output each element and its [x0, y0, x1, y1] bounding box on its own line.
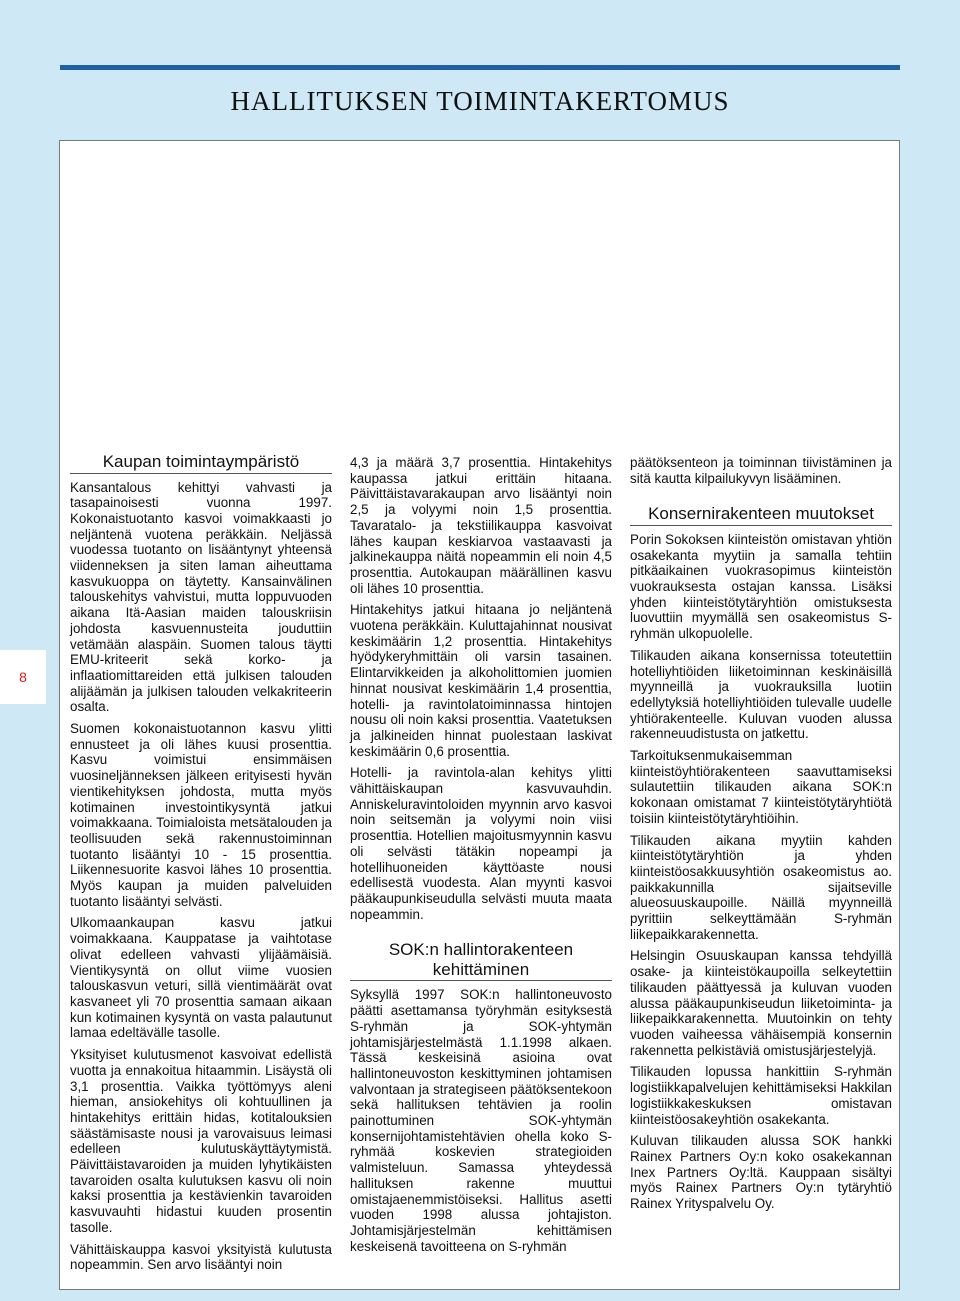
paragraph: Tilikauden lopussa hankittiin S-ryhmän logistiikkapalvelujen kehittämiseksi Hakkilan logistiikkakeskuksen omistavan kiinteistöosakeyhtiön osakekanta. — [630, 1064, 892, 1127]
column-2 — [350, 455, 612, 1260]
paragraph: Hintakehitys jatkui hitaana jo neljäntenä vuotena peräkkäin. Kuluttajahinnat nousivat keskimäärin 1,2 prosenttia. Hintakehitys hyödykeryhmittäin oli varsin tasainen. Elintarvikkeiden ja alkoholittomien juomien hinnat nousivat keskimäärin 1,4 prosenttia, hotelli- ja ravintolatoiminnassa hintojen nousu oli noin kaksi prosenttia. Vaatetuksen ja jalkineiden hinnat puolestaan laskivat keskimäärin 0,6 prosenttia. — [350, 602, 612, 759]
section-heading-konsernirakenne: Konsernirakenteen muutokset — [630, 504, 892, 526]
page-title: HALLITUKSEN TOIMINTAKERTOMUS — [230, 86, 730, 116]
paragraph: Tilikauden aikana konsernissa toteutettiin hotelliyhtiöiden liiketoiminnan keskinäisillä myynneillä ja vuokrauksilla luotiin edellytyksiä hotelliyhtiöiden tulevalle uudelle yhtiörakenteelle. Kuluvan vuoden alussa rakenneuudistusta on jatkettu. — [630, 647, 892, 742]
paragraph: Yksityiset kulutusmenot kasvoivat edellistä vuotta ja ennakoitua hitaammin. Lisäystä oli 3,1 prosenttia. Vaikka työttömyys aleni hieman, ansiokehitys oli kohtuullinen ja hintakehitys erittäin hidas, kotitalouksien säästämisaste nousi ja varovaisuus leimasi edelleen kulutuskäyttäytymistä. Päivittäistavaroiden ja muiden lyhytikäisten tavaroiden osalta kulutuksen kasvu oli noin kaksi prosenttia ja kestävienkin tavaroiden kasvuvauhti hidastui kuuden prosentin tasolle. — [70, 1047, 332, 1235]
paragraph: päätöksenteon ja toiminnan tiivistäminen ja sitä kautta kilpailukyvyn lisääminen. — [630, 455, 892, 486]
paragraph: Vähittäiskauppa kasvoi yksityistä kulutusta nopeammin. Sen arvo lisääntyi noin — [70, 1241, 332, 1273]
paragraph: Tarkoituksenmukaisemman kiinteistöyhtiörakenteen saavuttamiseksi sulautettiin tilikauden aikana SOK:n kokonaan omistamat 7 kiinteistötytäryhtiötä toisiin kiinteistötytäryhtiöihin. — [630, 748, 892, 826]
paragraph: Suomen kokonaistuotannon kasvu ylitti ennusteet ja oli lähes kuusi prosenttia. Kasvu voimistui ensimmäisen vuosineljänneksen jälkeen erityisesti hyvän vientikehityksen johdosta, mutta myös kotimainen investointikysyntä jatkui voimakkaana. Toimialoista metsätalouden ja teollisuuden sekä rakennustoiminnan tuotanto lisääntyi 10 - 15 prosenttia. Liikennesuorite kasvoi lähes 10 prosenttia. Myös kaupan ja muiden palveluiden tuotanto lisääntyi selvästi. — [70, 721, 332, 909]
page-number-tab — [0, 650, 46, 704]
paragraph: Helsingin Osuuskaupan kanssa tehdyillä osake- ja kiinteistökaupoilla selkeytettiin tilikauden päättyessä ja kuluvan vuoden alussa pääkaupunkiseudun liiketoiminta- ja liikepaikkarakennetta. Muutoinkin on tehty vuoden vaiheessa vähäisempiä konsernin rakennetta pelkistäviä omistusjärjestelyjä. — [630, 948, 892, 1058]
paragraph: Syksyllä 1997 SOK:n hallintoneuvosto päätti asettamansa työryhmän esityksestä S-ryhmän ja SOK-yhtymän johtamisjärjestelmästä 1.1.1998 alkaen. Tässä keskeisinä asioina ovat hallintoneuvoston keskittyminen johtamisen valvontaan ja strategiseen päätöksentekoon sekä hallituksen tehtävien ja roolin painottuminen SOK-yhtymän konsernijohtamistehtävien ohella koko S-ryhmää koskevien strategioiden valmisteluun. Samassa yhteydessä hallituksen rakenne muuttui omistajaenemmistöiseksi. Hallitus asetti vuoden 1998 alussa johtajiston. Johtamisjärjestelmän kehittämisen keskeisenä tavoitteena on S-ryhmän — [350, 987, 612, 1254]
paragraph: Kuluvan tilikauden alussa SOK hankki Rainex Partners Oy:n koko osakekannan Inex Partners Oy:ltä. Kauppaan sisältyi myös Rainex Partners Oy:n tytäryhtiö Rainex Yrityspalvelu Oy. — [630, 1133, 892, 1212]
header-rule — [60, 65, 900, 70]
section-heading-hallintorakenne: SOK:n hallintorakenteen kehittäminen — [350, 940, 612, 981]
paragraph: Kansantalous kehittyi vahvasti ja tasapainoisesti vuonna 1997. Kokonaistuotanto kasvoi voimakkaasti jo neljäntenä vuotena peräkkäin. Neljässä vuodessa tuotanto on lisääntynyt yhteensä viidenneksen ja siten laman aiheuttama kasvukuoppa on täytetty. Kansainvälinen talouskehitys vahvistui, mutta loppuvuoden aikana Itä-Aasian maiden talouskriisin johdosta kasvuennusteita jouduttiin vetämään alaspäin. Suomen talous täytti EMU-kriteerit sekä korko- ja inflaatiomittareiden että julkisen talouden alijäämän ja julkisen talouden velkakriteerin osalta. — [70, 479, 332, 715]
page-number: 8 — [19, 669, 27, 685]
section-heading-kaupan-toimintaymparisto: Kaupan toimintaympäristö — [70, 452, 332, 474]
column-1 — [70, 452, 332, 1279]
column-3 — [630, 455, 892, 1218]
paragraph: Porin Sokoksen kiinteistön omistavan yhtiön osakekanta myytiin ja samalla tehtiin pitkäaikainen vuokrasopimus kiinteistön vuokrauksesta ostajan kanssa. Lisäksi yhden kiinteistötytäryhtiön omistuksesta luovuttiin myymällä sen osakeomistus S-ryhmän ulkopuolelle. — [630, 531, 892, 642]
paragraph: Tilikauden aikana myytiin kahden kiinteistötytäryhtiön ja yhden kiinteistöosakkuusyhtiön osakeomistus ao. paikkakunnilla sijaitseville alueosuuskaupoille. Näillä myynneillä pyrittiin selkeyttämään S-ryhmän liikepaikkarakennetta. — [630, 832, 892, 942]
paragraph: 4,3 ja määrä 3,7 prosenttia. Hintakehitys kaupassa jatkui erittäin hitaana. Päivittäistavarakaupan arvo lisääntyi noin 2,5 ja volyymi noin 1,5 prosenttia. Tavaratalo- ja tekstiilikauppa kasvoivat lähes kaupan keskiarvoa vastaavasti ja jalkinekauppa näitä nopeammin eli noin 4,5 prosenttia. Autokaupan määrällinen kasvu oli lähes 10 prosenttia. — [350, 455, 612, 596]
paragraph: Ulkomaankaupan kasvu jatkui voimakkaana. Kauppatase ja vaihtotase olivat edelleen vahvasti ylijäämäisiä. Vientikysyntä on ollut viime vuosien talouskasvun veturi, sillä vientimäärät ovat kasvaneet yli 70 prosenttia samaan aikaan kun kotimainen kysyntä on vasta palautunut lamaa edeltävälle tasolle. — [70, 915, 332, 1041]
paragraph: Hotelli- ja ravintola-alan kehitys ylitti vähittäiskaupan kasvuvauhdin. Anniskeluravintoloiden myynnin arvo kasvoi noin seitsemän ja volyymi noin viisi prosenttia. Hotellien majoitusmyynnin kasvu oli selvästi tätäkin nopeampi ja hotellihuoneiden käyttöaste nousi edellisestä vuodesta. Alan myynti kasvoi pääkaupunkiseudulla selvästi muuta maata nopeammin. — [350, 765, 612, 922]
